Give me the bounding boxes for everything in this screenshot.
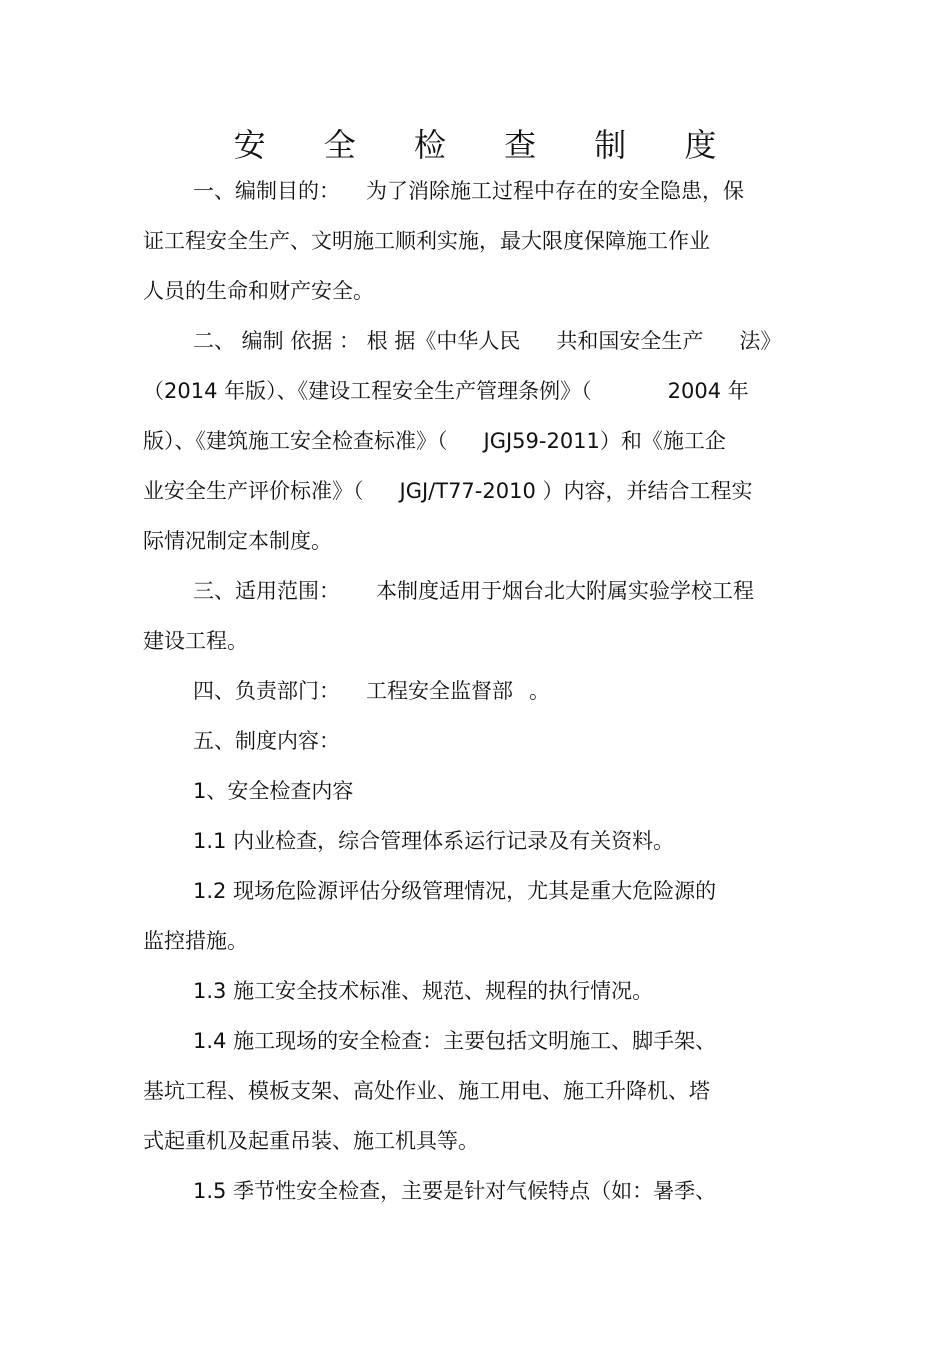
section-3-text: 本制度适用于烟台北大附属实验学校工程 — [376, 579, 754, 603]
section-2-text-h: 业安全生产评价标准》（ — [143, 479, 364, 503]
item-1-heading: 1、安全检查内容 — [193, 779, 354, 803]
section-4-end: 。 — [529, 679, 550, 703]
item-1-3: 1.3 施工安全技术标准、规范、规程的执行情况。 — [193, 979, 654, 1003]
item-1-2-line-1: 1.2 现场危险源评估分级管理情况，尤其是重大危险源的 — [193, 879, 717, 903]
section-1-line-1 — [193, 176, 744, 206]
section-2-text-a: 二、 编制 依据 ： 根 据《中华人民 — [193, 329, 521, 353]
page-title: 安 全 检 查 制 度 — [233, 126, 741, 164]
section-2-text-c: 法》 — [739, 329, 782, 353]
item-1-4-line-3: 式起重机及起重吊装、施工机具等。 — [143, 1129, 479, 1153]
section-2-text-b: 共和国安全生产 — [556, 329, 704, 353]
section-2-line-3 — [143, 426, 726, 456]
item-1-4-line-2: 基坑工程、模板支架、高处作业、施工用电、施工升降机、塔 — [143, 1079, 710, 1103]
section-2-text-i: JGJ/T77-2010 ）内容，并结合工程实 — [399, 479, 753, 503]
item-1-2-line-2: 监控措施。 — [143, 929, 248, 953]
section-3-line-1 — [193, 576, 754, 606]
section-2-line-1 — [193, 326, 781, 356]
section-2-text-f: 版）、《建筑施工安全检查标准》（ — [143, 429, 448, 453]
section-1-text: 为了消除施工过程中存在的安全隐患，保 — [366, 179, 744, 203]
section-1-line-2: 证工程安全生产、文明施工顺利实施，最大限度保障施工作业 — [143, 229, 710, 253]
section-2-line-4 — [143, 476, 752, 506]
section-1-line-3: 人员的生命和财产安全。 — [143, 279, 374, 303]
item-1-1: 1.1 内业检查，综合管理体系运行记录及有关资料。 — [193, 829, 675, 853]
section-4-line — [193, 676, 550, 706]
section-3-label: 三、适用范围： — [193, 579, 340, 603]
section-5-label: 五、制度内容： — [193, 729, 340, 753]
section-4-value: 工程安全监督部 — [366, 679, 513, 703]
item-1-5-line-1: 1.5 季节性安全检查，主要是针对气候特点（如：暑季、 — [193, 1179, 717, 1203]
section-2-text-d: （2014 年版）、《建设工程安全生产管理条例》（ — [143, 379, 592, 403]
section-2-line-2 — [143, 376, 749, 406]
section-2-text-g: JGJ59-2011）和《施工企 — [483, 429, 726, 453]
section-4-label: 四、负责部门： — [193, 679, 340, 703]
section-2-line-5: 际情况制定本制度。 — [143, 529, 332, 553]
section-1-label: 一、编制目的： — [193, 179, 340, 203]
section-3-line-2: 建设工程。 — [143, 629, 248, 653]
item-1-4-line-1: 1.4 施工现场的安全检查：主要包括文明施工、脚手架、 — [193, 1029, 717, 1053]
section-2-text-e: 2004 年 — [667, 379, 749, 403]
